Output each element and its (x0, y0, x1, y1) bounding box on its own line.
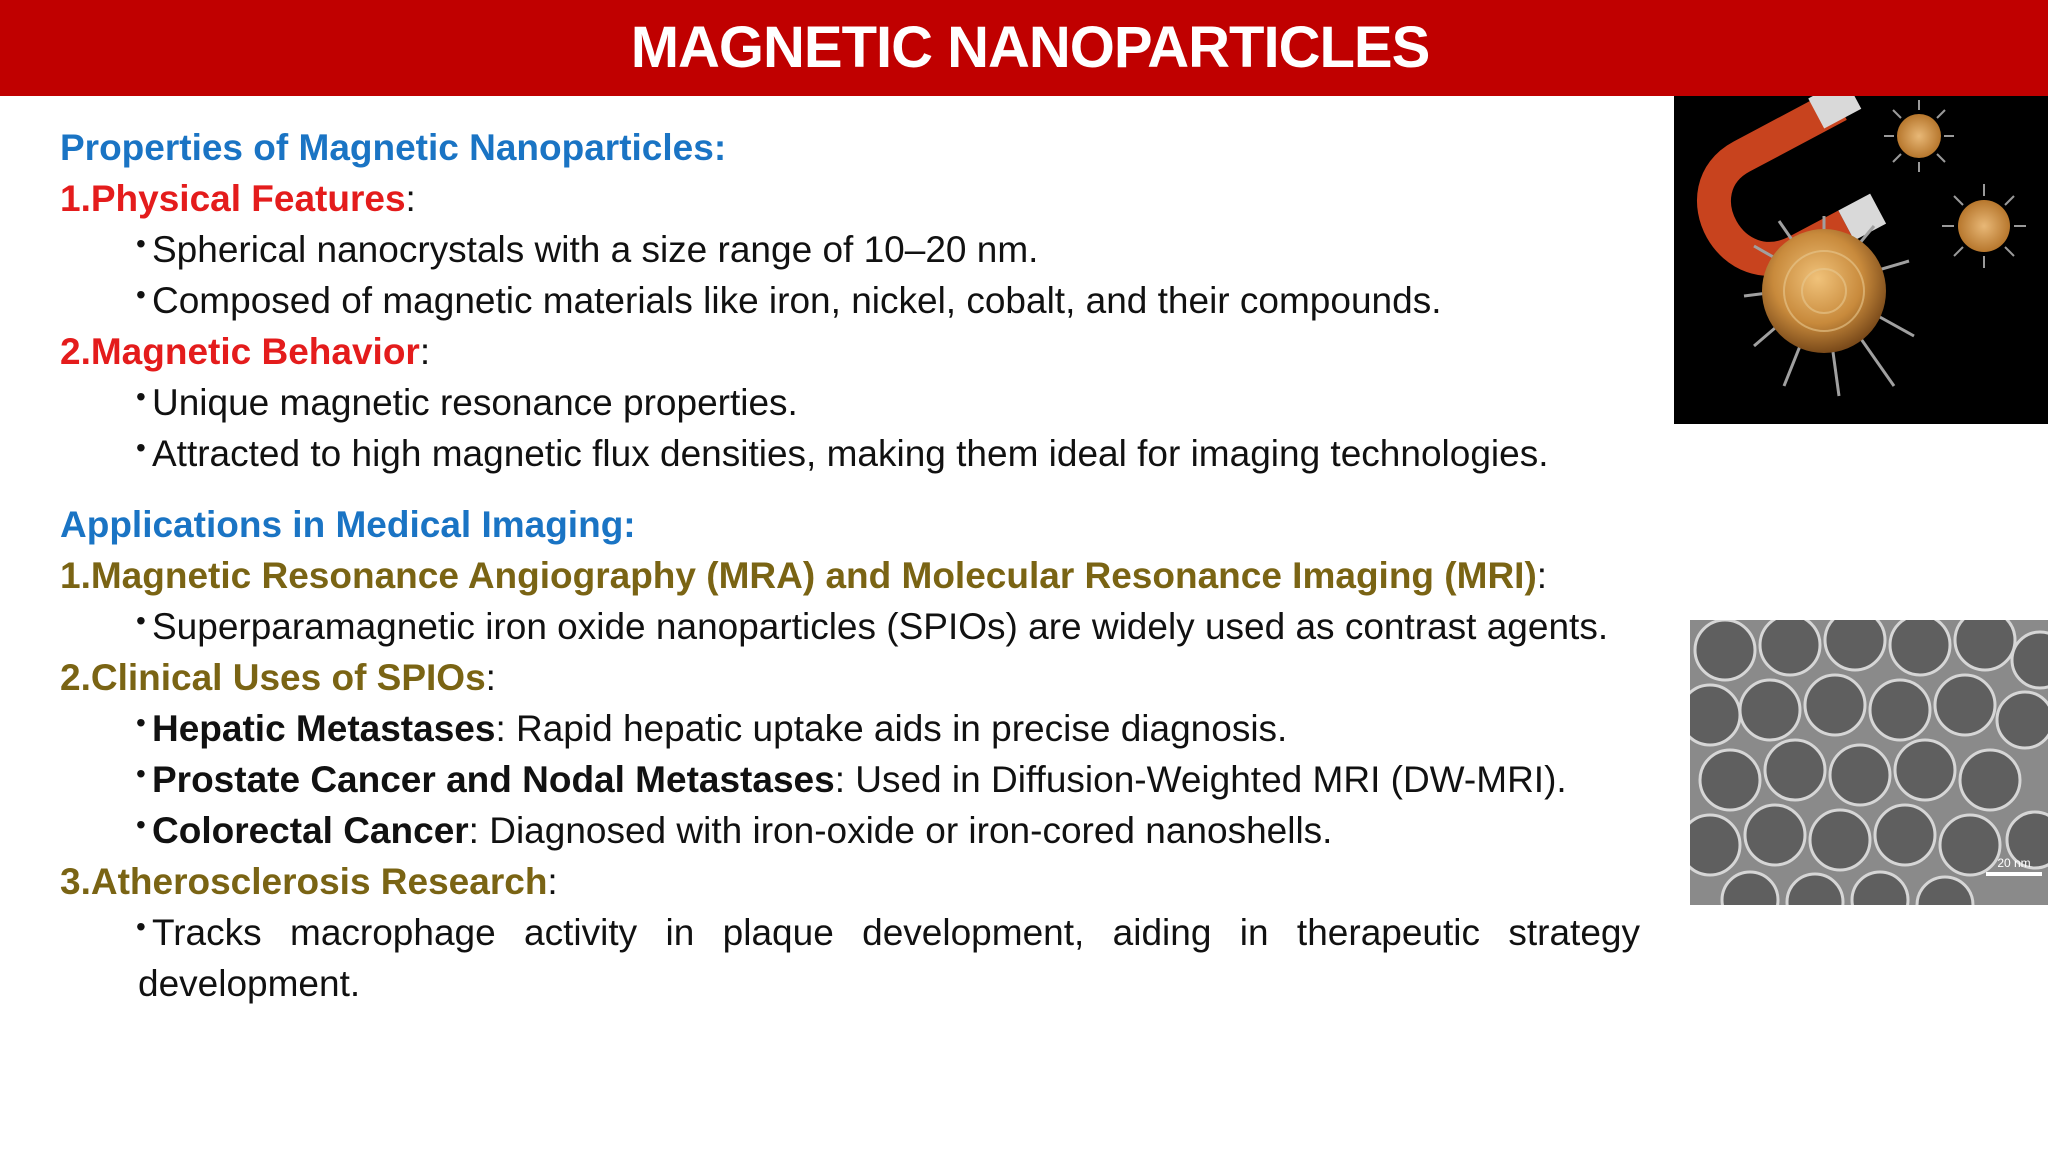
tem-micrograph-image (1690, 620, 2048, 905)
bullet-dot-icon: • (136, 605, 146, 636)
bullet-text: Unique magnetic resonance properties. (152, 382, 798, 423)
slide-title: MAGNETIC NANOPARTICLES (630, 15, 1430, 80)
scale-bar-label: 20 nm (1997, 856, 2031, 870)
bullet-dot-icon: • (136, 228, 146, 259)
bullet-dot-icon: • (136, 707, 146, 738)
bullet-dot-icon: • (136, 381, 146, 412)
title-bar (0, 0, 2048, 96)
bullet-description: : Used in Diffusion-Weighted MRI (DW-MRI). (834, 759, 1567, 800)
bullet-text (138, 810, 1332, 851)
clinical-uses-heading (60, 652, 1640, 703)
list-item (60, 703, 1640, 754)
bullet-text (138, 759, 1567, 800)
physical-features-heading (60, 173, 1640, 224)
properties-heading: Properties of Magnetic Nanoparticles: (60, 127, 727, 168)
clinical-uses-colon: : (485, 657, 496, 698)
list-item (60, 754, 1640, 805)
atherosclerosis-colon: : (547, 861, 558, 902)
physical-features-colon: : (405, 178, 416, 219)
bullet-bold-term: Colorectal Cancer (152, 810, 469, 851)
list-item (60, 907, 1640, 1009)
small-nanoparticle-icon (1884, 100, 1954, 172)
bullet-text: Spherical nanocrystals with a size range of 10–20 nm. (152, 229, 1039, 270)
mra-colon: : (1536, 555, 1548, 596)
bullet-dot-icon: • (136, 911, 146, 942)
bullet-text (138, 708, 1287, 749)
atherosclerosis-heading (60, 856, 1640, 907)
magnetic-behavior-heading (60, 326, 1640, 377)
atherosclerosis-label: 3.Atherosclerosis Research (60, 861, 548, 902)
small-nanoparticle-icon (1942, 184, 2026, 268)
bullet-text: Composed of magnetic materials like iron, nickel, cobalt, and their compounds. (152, 280, 1442, 321)
list-item (60, 275, 1640, 326)
magnet-illustration-svg (1674, 96, 2048, 424)
slide-content (60, 122, 1640, 1009)
mra-label: 1.Magnetic Resonance Angiography (MRA) and Molecular Resonance Imaging (MRI) (60, 555, 1537, 596)
magnet-nanoparticle-illustration (1674, 96, 2048, 424)
mra-heading (60, 550, 1640, 601)
bullet-text: Superparamagnetic iron oxide nanoparticles (SPIOs) are widely used as contrast agents. (152, 606, 1609, 647)
list-item (60, 601, 1640, 652)
bullet-dot-icon: • (136, 758, 146, 789)
list-item (60, 805, 1640, 856)
list-item (60, 377, 1640, 428)
bullet-description: : Rapid hepatic uptake aids in precise diagnosis. (495, 708, 1288, 749)
clinical-uses-label: 2.Clinical Uses of SPIOs (60, 657, 486, 698)
bullet-dot-icon: • (136, 809, 146, 840)
bullet-description: : Diagnosed with iron-oxide or iron-cored nanoshells. (468, 810, 1333, 851)
bullet-text: Attracted to high magnetic flux densities, making them ideal for imaging technologies. (152, 433, 1549, 474)
list-item (60, 428, 1640, 479)
tem-micrograph-svg (1690, 620, 2048, 905)
list-item (60, 224, 1640, 275)
bullet-bold-term: Prostate Cancer and Nodal Metastases (152, 759, 835, 800)
magnetic-behavior-colon: : (419, 331, 431, 372)
bullet-dot-icon: • (136, 279, 146, 310)
applications-heading: Applications in Medical Imaging: (60, 504, 636, 545)
bullet-dot-icon: • (136, 432, 146, 463)
bullet-text: Tracks macrophage activity in plaque development, aiding in therapeutic strategy development. (138, 912, 1640, 1004)
physical-features-label: 1.Physical Features (60, 178, 406, 219)
magnetic-behavior-label: 2.Magnetic Behavior (60, 331, 420, 372)
bullet-bold-term: Hepatic Metastases (152, 708, 496, 749)
